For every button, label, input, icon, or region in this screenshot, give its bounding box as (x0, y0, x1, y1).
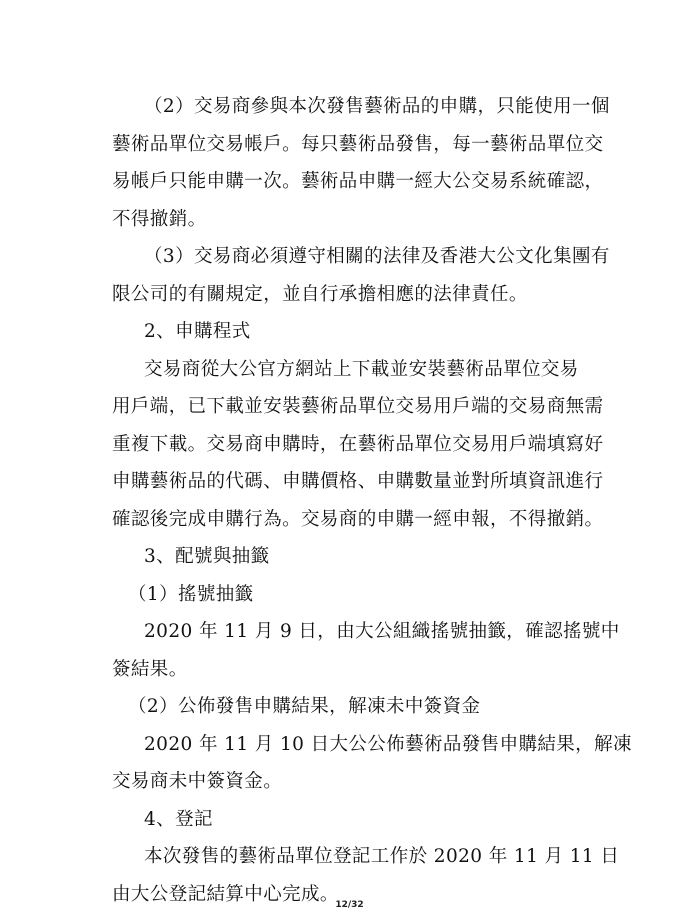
paragraph-line: 交易商從大公官方網站上下載並安裝藝術品單位交易 (144, 358, 579, 380)
paragraph-line: （3）交易商必須遵守相關的法律及香港大公文化集團有 (144, 246, 610, 267)
paragraph-line: 藝術品單位交易帳戶。每只藝術品發售，每一藝術品單位交 (112, 133, 604, 155)
paragraph-line: 限公司的有關規定，並自行承擔相應的法律責任。 (112, 283, 528, 305)
paragraph-line: 2020 年 11 月 10 日大公公佈藝術品發售申購結果，解凍 (144, 733, 632, 755)
paragraph-line: 確認後完成申購行為。交易商的申購一經申報，不得撤銷。 (112, 508, 604, 530)
paragraph-line: （2）交易商參與本次發售藝術品的申購，只能使用一個 (144, 96, 610, 117)
paragraph-line: 2020 年 11 月 9 日，由大公組織搖號抽籤，確認搖號中 (144, 621, 620, 642)
paragraph-line: 申購藝術品的代碼、申購價格、申購數量並對所填資訊進行 (112, 471, 604, 492)
paragraph-line: 用戶端，已下載並安裝藝術品單位交易用戶端的交易商無需 (112, 396, 604, 417)
subsection-heading: （2）公佈發售申購結果，解凍未中簽資金 (128, 696, 481, 717)
section-heading: 4、登記 (144, 808, 213, 830)
section-heading: 2、申購程式 (144, 321, 251, 342)
page-number: 12/32 (335, 900, 364, 910)
paragraph-line: 重複下載。交易商申購時，在藝術品單位交易用戶端填寫好 (112, 433, 604, 455)
subsection-heading: （1）搖號抽籤 (128, 583, 254, 605)
paragraph-line: 交易商未中簽資金。 (112, 771, 283, 792)
paragraph-line: 不得撤銷。 (112, 208, 207, 230)
paragraph-line: 易帳戶只能申購一次。藝術品申購一經大公交易系統確認， (112, 171, 604, 192)
section-heading: 3、配號與抽籤 (144, 546, 270, 567)
paragraph-line: 由大公登記結算中心完成。 (112, 883, 339, 905)
paragraph-line: 簽結果。 (112, 658, 188, 680)
body-text (112, 88, 632, 913)
paragraph-line: 本次發售的藝術品單位登記工作於 2020 年 11 月 11 日 (144, 846, 620, 867)
